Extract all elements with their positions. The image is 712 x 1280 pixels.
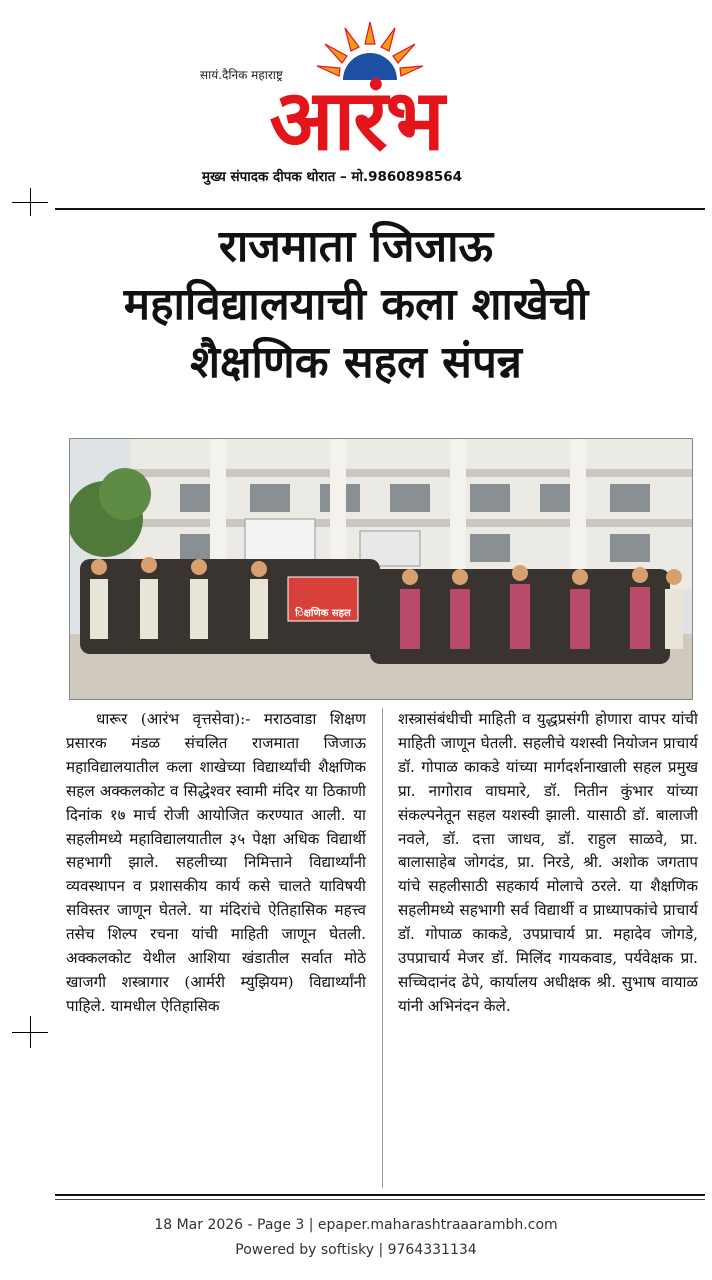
article-paragraph-right: शस्त्रासंबंधीची माहिती व युद्धप्रसंगी होणारा वापर यांची माहिती जाणून घेतली. सहलीचे यशस्वी नियोजन प्राचार्य डॉ. गोपाळ काकडे यांच्या मार्गदर्शनाखाली सहल प्रमुख प्रा. नागोराव वाघमारे, डॉ. नितीन कुंभार यांच्या संकल्पनेतून सहल यशस्वी झाली. यासाठी डॉ. बालाजी नवले, डॉ. दत्ता जाधव, डॉ. राहुल साळवे, प्रा. बालासाहेब जोगदंड, प्रा. निरडे, श्री. अशोक जगताप यांचे सहलीसाठी सहकार्य मोलाचे ठरले. या शैक्षणिक सहलीमध्ये सहभागी सर्व विद्यार्थी व प्राध्यापकांचे प्राचार्य डॉ. गोपाळ काकडे, उपप्राचार्य प्रा. महादेव जोगडे, उपप्राचार्य मेजर डॉ. मिलिंद गायकवाड, पर्यवेक्षक प्रा. सच्चिदानंद ढेपे, कार्यालय अधीक्षक श्री. सुभाष वायाळ यांनी अभिनंदन केले. (398, 710, 698, 1015)
article-paragraph-left: धारूर (आरंभ वृत्तसेवा):- मराठवाडा शिक्षण प्रसारक मंडळ संचलित राजमाता जिजाऊ महाविद्यालयातील कला शाखेच्या विद्यार्थ्यांची शैक्षणिक सहल अक्कलकोट व सिद्धेश्वर स्वामी मंदिर या ठिकाणी दिनांक १७ मार्च रोजी आयोजित करण्यात आली. या सहलीमध्ये महाविद्यालयातील ३५ पेक्षा अधिक विद्यार्थी सहभागी झाले. सहलीच्या निमित्ताने विद्यार्थ्यांनी व्यवस्थापन व प्रशासकीय कार्य कसे चालते याविषयी सविस्तर जाणून घेतले. या मंदिरांचे ऐतिहासिक महत्त्व तसेच शिल्प रचना यांची माहिती जाणून घेतली. अक्कलकोट येथील आशिया खंडातील सर्वात मोठे खाजगी शस्त्रागार (आर्मरी म्युझियम) विद्यार्थ्यांनी पाहिले. यामधील ऐतिहासिक (66, 710, 366, 1015)
headline-line-3: शैक्षणिक सहल संपन्न (190, 337, 522, 388)
headline-line-1: राजमाता जिजाऊ (218, 221, 494, 272)
article-column-left (66, 708, 366, 1194)
footer-rule-thin (55, 1199, 705, 1200)
header-rule (55, 208, 705, 210)
masthead-tagline: सायं.दैनिक महाराष्ट्र (200, 68, 283, 82)
group-photo (69, 438, 693, 700)
crop-mark (30, 188, 31, 216)
photo-banner-text: िक्षणिक सहल (295, 608, 351, 619)
newspaper-brand-logo: आरंभ (269, 71, 443, 169)
crop-mark (30, 1016, 31, 1048)
article-headline (40, 218, 672, 392)
masthead (180, 18, 530, 190)
group-photo-illustration (70, 439, 692, 699)
headline-line-2: महाविद्यालयाची कला शाखेची (123, 279, 589, 330)
editor-contact-line: मुख्य संपादक दीपक थोरात – मो.9860898564 (202, 169, 463, 185)
footer-powered-by: Powered by softisky | 9764331134 (235, 1242, 477, 1258)
footer-rule (55, 1194, 705, 1196)
article-column-right (398, 708, 698, 1194)
footer-date-page-url: 18 Mar 2026 - Page 3 | epaper.maharashtraaarambh.com (154, 1217, 558, 1233)
column-divider (382, 708, 383, 1188)
